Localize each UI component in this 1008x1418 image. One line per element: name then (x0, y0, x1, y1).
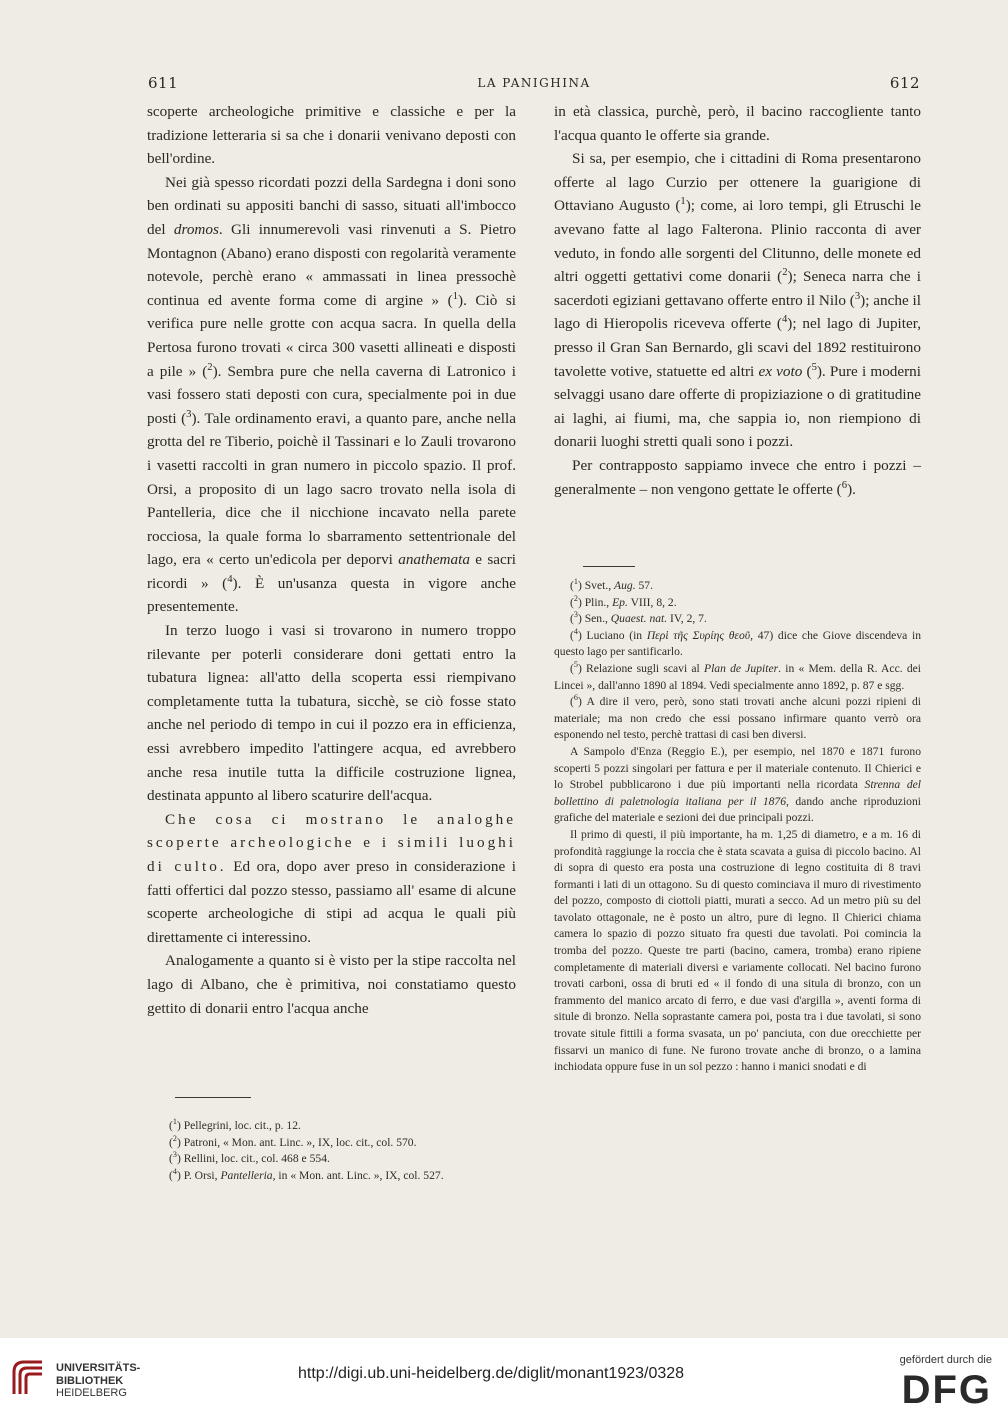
running-title: LA PANIGHINA (477, 76, 591, 90)
footnote: ($^4$) P. Orsi, Pantelleria, in « Mon. ant. Linc. », IX, col. 527. (169, 1166, 444, 1182)
funded-by-label: gefördert durch die (899, 1354, 992, 1366)
page-number-right: 612 (889, 74, 920, 92)
footnote: ($^2$) Plin., Ep. VIII, 8, 2. (570, 593, 677, 609)
right-column (554, 100, 921, 501)
paragraph: Per contrapposto sappiamo invece che entro i pozzi – generalmente – non vengono gettate le offerte ($^6$). (554, 456, 921, 498)
footnote: ($^1$) Pellegrini, loc. cit., p. 12. (169, 1117, 301, 1132)
footnote-rule-right (583, 566, 635, 567)
left-column (147, 100, 516, 1020)
footnote: ($^3$) Sen., Quaest. nat. IV, 2, 7. (570, 610, 707, 626)
paragraph: in età classica, purchè, però, il bacino raccogliente tanto l'acqua quanto le offerte sia grande. (554, 103, 921, 144)
section-heading-paragraph: Che cosa ci mostrano le analoghe scoperte archeologiche e i simili luoghi di culto. Ed ora, dopo aver preso in considerazione i fatti offertici dal pozzo stesso, passiamo all' esame di alcune scoperte archeologiche di stipi ad acqua le quali più direttamente ci interessino. (147, 810, 517, 946)
paragraph: scoperte archeologiche primitive e classiche e per la tradizione letteraria si sa che i donarii venivano deposti con bell'ordine. (147, 103, 516, 168)
page-number-left: 611 (148, 74, 179, 92)
footnote: ($^2$) Patroni, « Mon. ant. Linc. », IX, loc. cit., col. 570. (169, 1133, 417, 1149)
section-heading: Che cosa ci mostrano le analoghe scoperte archeologiche e i simili luoghi di culto. (147, 810, 516, 875)
footnote: ($^4$) Luciano (in Περὶ τῆς Συρίης θεοῦ, 47) dice che Giove discendeva in questo lago per santificarlo. (554, 626, 921, 659)
paragraph: Nei già spesso ricordati pozzi della Sardegna i doni sono ben ordinati su appositi banchi di sasso, situati all'imbocco del dromos. Gli innumerevoli vasi rinvenuti a S. Pietro Montagnon (Abano) erano disposti con regolarità veramente notevole, perchè erano « ammassati in linea pressochè continua ed avente forma come di argine » ($^1$). Ciò si verifica pure nelle grotte con acqua sacra. In quella della Pertosa furono trovati « circa 300 vasetti allineati e disposti a pile » ($^2$). Sembra pure che nella caverna di Latronico i vasi fossero stati deposti con cura, specialmente poi in due posti ($^3$). Tale ordinamento eravi, a quanto pare, anche nella grotta del re Tiberio, poichè il Tassinari e lo Zauli trovarono i vasetti raccolti in gran numero in piccolo spazio. Il prof. Orsi, a proposito di un lago sacro trovato nella isola di Pantelleria, dice che il nicchione incavato nella parete rocciosa, la quale forma lo sbarramento settentrionale del lago, era « certo un'edicola per deporvi anathemata e sacri ricordi » ($^4$). È un'usanza questa in vigore anche presentemente. (147, 173, 517, 616)
paragraph: In terzo luogo i vasi si trovarono in numero troppo rilevante per poterli considerare doni gettati entro la tubatura lignea: all'atto della scoperta essi riempivano completamente tutta la tubatura, sicchè, se ciò fosse stato anche nel periodo di tempo in cui il pozzo era in efficienza, essi avrebbero impedito l'attingere acqua, ed avrebbero anche resa inutile tutta la difficile costruzione lignea, destinata appunto al libero scaturire dell'acqua. (147, 622, 516, 805)
left-footnotes (147, 1118, 516, 1184)
footnote-paragraph: A Sampolo d'Enza (Reggio E.), per esempio, nel 1870 e 1871 furono scoperti 5 pozzi singolari per fattura e per il materiale contenuto. Il Chierici e lo Strobel pubblicarono i due più importanti nella ricordata Strenna del bollettino di paletnologia italiana per il 1876, dando anche riproduzioni grafiche del materiale e sezioni dei due principali pozzi. (554, 744, 921, 825)
right-footnotes (554, 578, 921, 1076)
dfg-logo: DFG (901, 1368, 992, 1412)
paragraph: Si sa, per esempio, che i cittadini di Roma presentarono offerte al lago Curzio per ottenere la guarigione di Ottaviano Augusto ($^1$); come, ai loro tempi, gli Etruschi le avevano fatte al lago Falterona. Plinio racconta di aver veduto, in fondo alle sorgenti del Clitunno, delle monete ed altri oggetti gettativi come donarii ($^2$); Seneca narra che i sacerdoti egiziani gettavano offerte entro il Nilo ($^3$); anche il lago di Hieropolis riceveva offerte ($^4$); nel lago di Jupiter, presso il Gran San Bernardo, gli scavi del 1892 restituirono tavolette votive, statuette ed altri ex voto ($^5$). Pure i moderni selvaggi usano dare offerte di propiziazione o di gratitudine ai laghi, ai fiumi, ma, che sappia io, non riempiono di donarii luoghi stretti quali sono i pozzi. (554, 150, 922, 451)
library-name: UNIVERSITÄTS- BIBLIOTHEK HEIDELBERG (56, 1362, 141, 1399)
footnote: ($^1$) Svet., Aug. 57. (570, 577, 653, 592)
library-logo-icon (10, 1358, 46, 1398)
footnote: ($^3$) Rellini, loc. cit., col. 468 e 554. (169, 1150, 330, 1166)
footnote-paragraph: Il primo di questi, il più importante, ha m. 1,25 di diametro, e a m. 16 di profondità raggiunge la roccia che è stata scavata a guisa di piccolo bacino. Al di sopra di questo era posta una costruzione di legno costituita di 8 travi formanti i lati di un ottagono. Su di questo cominciava il muro di rivestimento del pozzo, composto di ciottoli piatti, murati a secco. Ad un metro più su del tavolato ottagonale, ne è posto un altro, pure di legno. Il Chierici chiama camera lo spazio di pozzo situato fra questi due tavolati. Poi comincia la tromba del pozzo. Queste tre parti (bacino, camera, tromba) erano ripiene completamente di materiali diversi e variamente collocati. Nel bacino furono trovati carboni, ossa di bruti ed « il fondo di una situla di bronzo, con un frammento del manico arcato di ferro, e due vasi d'argilla », aventi forma di situle di bronzo. Nella soprastante camera poi, posta tra i due tavolati, si sono trovate situle fittili a forma svasata, un po' panciuta, con due orecchiette per fissarvi un manico di fune. Ne furono trovate anche di bronzo, o a lamina inchiodata oppure fuse in un sol pezzo : hanno i manici snodati e di (554, 827, 921, 1074)
footnote: ($^6$) A dire il vero, però, sono stati trovati anche alcuni pozzi ripieni di materiale; ma non credo che essi possano infirmare quanto verrò ora esponendo nel testo, perchè trattasi di casi ben diversi. (554, 693, 921, 742)
footnote: ($^5$) Relazione sugli scavi al Plan de Jupiter. in « Mem. della R. Acc. dei Lincei », dall'anno 1890 al 1894. Vedi specialmente anno 1892, p. 87 e sgg. (554, 660, 921, 692)
paragraph: Analogamente a quanto si è visto per la stipe raccolta nel lago di Albano, che è primitiva, noi constatiamo questo gettito di donarii entro l'acqua anche (147, 952, 516, 1017)
permalink[interactable]: http://digi.ub.uni-heidelberg.de/diglit/monant1923/0328 (298, 1365, 685, 1382)
page-header (148, 74, 920, 94)
viewer-footer (0, 1338, 1008, 1418)
footnote-rule-left (175, 1097, 251, 1098)
